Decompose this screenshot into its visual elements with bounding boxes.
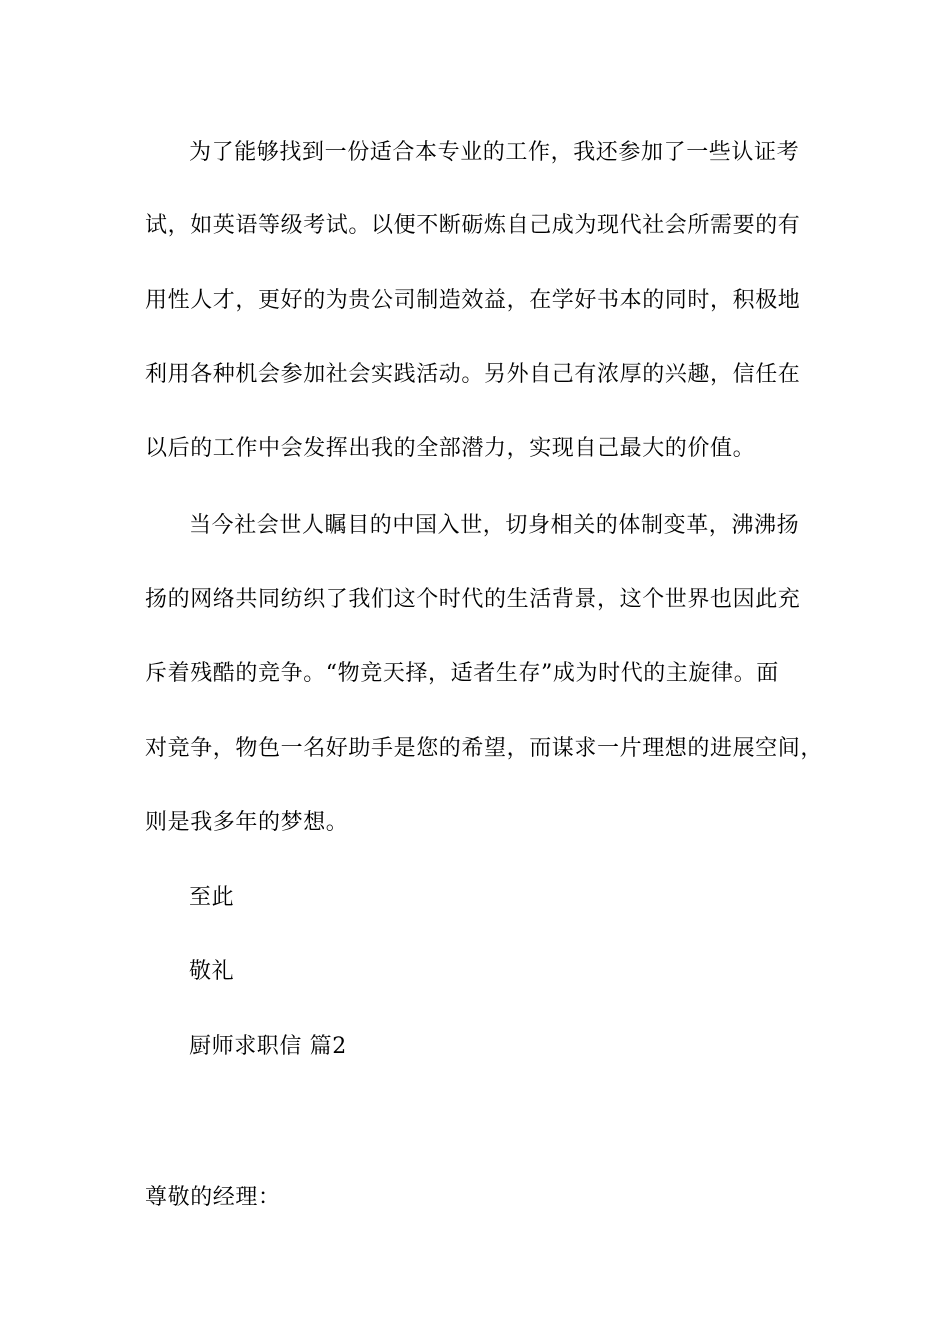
closing-line: 敬礼: [189, 959, 235, 984]
section-title: 厨师求职信 篇2: [189, 1034, 347, 1059]
paragraph-line: 对竞争，物色一名好助手是您的希望，而谋求一片理想的进展空间，: [145, 736, 824, 761]
paragraph-line: 为了能够找到一份适合本专业的工作，我还参加了一些认证考: [189, 140, 800, 165]
closing-line: 至此: [189, 885, 235, 910]
paragraph-line: 利用各种机会参加社会实践活动。另外自己有浓厚的兴趣，信任在: [145, 362, 801, 387]
paragraph-line: 斥着残酷的竞争。“物竞天择，适者生存”成为时代的主旋律。面: [145, 661, 779, 686]
paragraph-line: 试，如英语等级考试。以便不断砺炼自己成为现代社会所需要的有: [145, 213, 801, 238]
paragraph-line: 用性人才，更好的为贵公司制造效益，在学好书本的同时，积极地: [145, 288, 801, 313]
salutation: 尊敬的经理：: [145, 1185, 281, 1210]
paragraph-line: 扬的网络共同纺织了我们这个时代的生活背景，这个世界也因此充: [145, 587, 801, 612]
paragraph-line: 当今社会世人瞩目的中国入世，切身相关的体制变革，沸沸扬: [189, 513, 800, 538]
paragraph-line: 以后的工作中会发挥出我的全部潜力，实现自己最大的价值。: [145, 436, 756, 461]
paragraph-line: 则是我多年的梦想。: [145, 810, 349, 835]
